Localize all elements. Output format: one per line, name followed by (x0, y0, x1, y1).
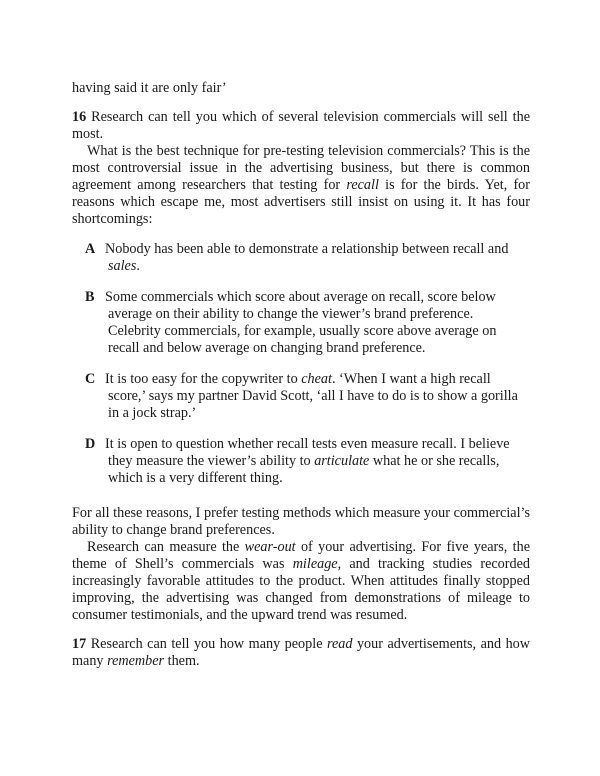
item-letter: A (85, 241, 96, 257)
text: What is the best technique for pre-testing television commercials? This is the most controversial issue in the advertising business, but there is common agreement among researchers that testing for (72, 143, 530, 193)
item-text: Some commercials which score about average on recall, score below average on their ability to change the viewer’s brand preference. Celebrity commercials, for example, usually score above average on recall and below average on changing brand preference. (105, 289, 497, 356)
item-text: It is too easy for the copywriter to cheat. ‘When I want a high recall score,’ says my partner David Scott, ‘all I have to do is to show a gorilla in a jock strap.’ (105, 371, 518, 421)
list-item-c (72, 371, 530, 422)
list-item-a (72, 241, 530, 275)
section-16-heading (72, 109, 530, 143)
emphasis: recall (346, 177, 379, 193)
section-number: 16 (72, 109, 87, 125)
list-item-d (72, 436, 530, 487)
paragraph-preference: For all these reasons, I prefer testing methods which measure your commercial’s ability to change brand preferences. (72, 505, 530, 538)
item-letter: B (85, 289, 95, 305)
document-page (72, 80, 530, 670)
paragraph-wear-out: Research can measure the wear-out of your advertising. For five years, the theme of Shell’s commercials was mileage, and tracking studies recorded increasingly favorable attitudes to the product. When attitudes finally stopped improving, the advertising was changed from demonstrations of mileage to consumer testimonials, and the upward trend was resumed. (72, 539, 530, 623)
item-text: It is open to question whether recall tests even measure recall. I believe they measure the viewer’s ability to articulate what he or she recalls, which is a very different thing. (105, 436, 510, 486)
list-item-b (72, 289, 530, 357)
section-number: 17 (72, 636, 87, 652)
section-heading-text: Research can tell you which of several television commercials will sell the most. (72, 109, 531, 142)
section-17-heading: 17 Research can tell you how many people read your advertisements, and how many remember them. (72, 636, 531, 669)
shortcomings-list (72, 241, 530, 487)
continuation-line: having said it are only fair’ (72, 80, 227, 96)
item-letter: C (85, 371, 96, 387)
paragraph-recall-testing (72, 143, 530, 228)
text: is for the birds. Yet, for reasons which escape me, most advertisers still insist on using it. It has four shortcomings: (72, 177, 531, 227)
item-text: Nobody has been able to demonstrate a relationship between recall and sales. (105, 241, 509, 274)
item-letter: D (85, 436, 96, 452)
